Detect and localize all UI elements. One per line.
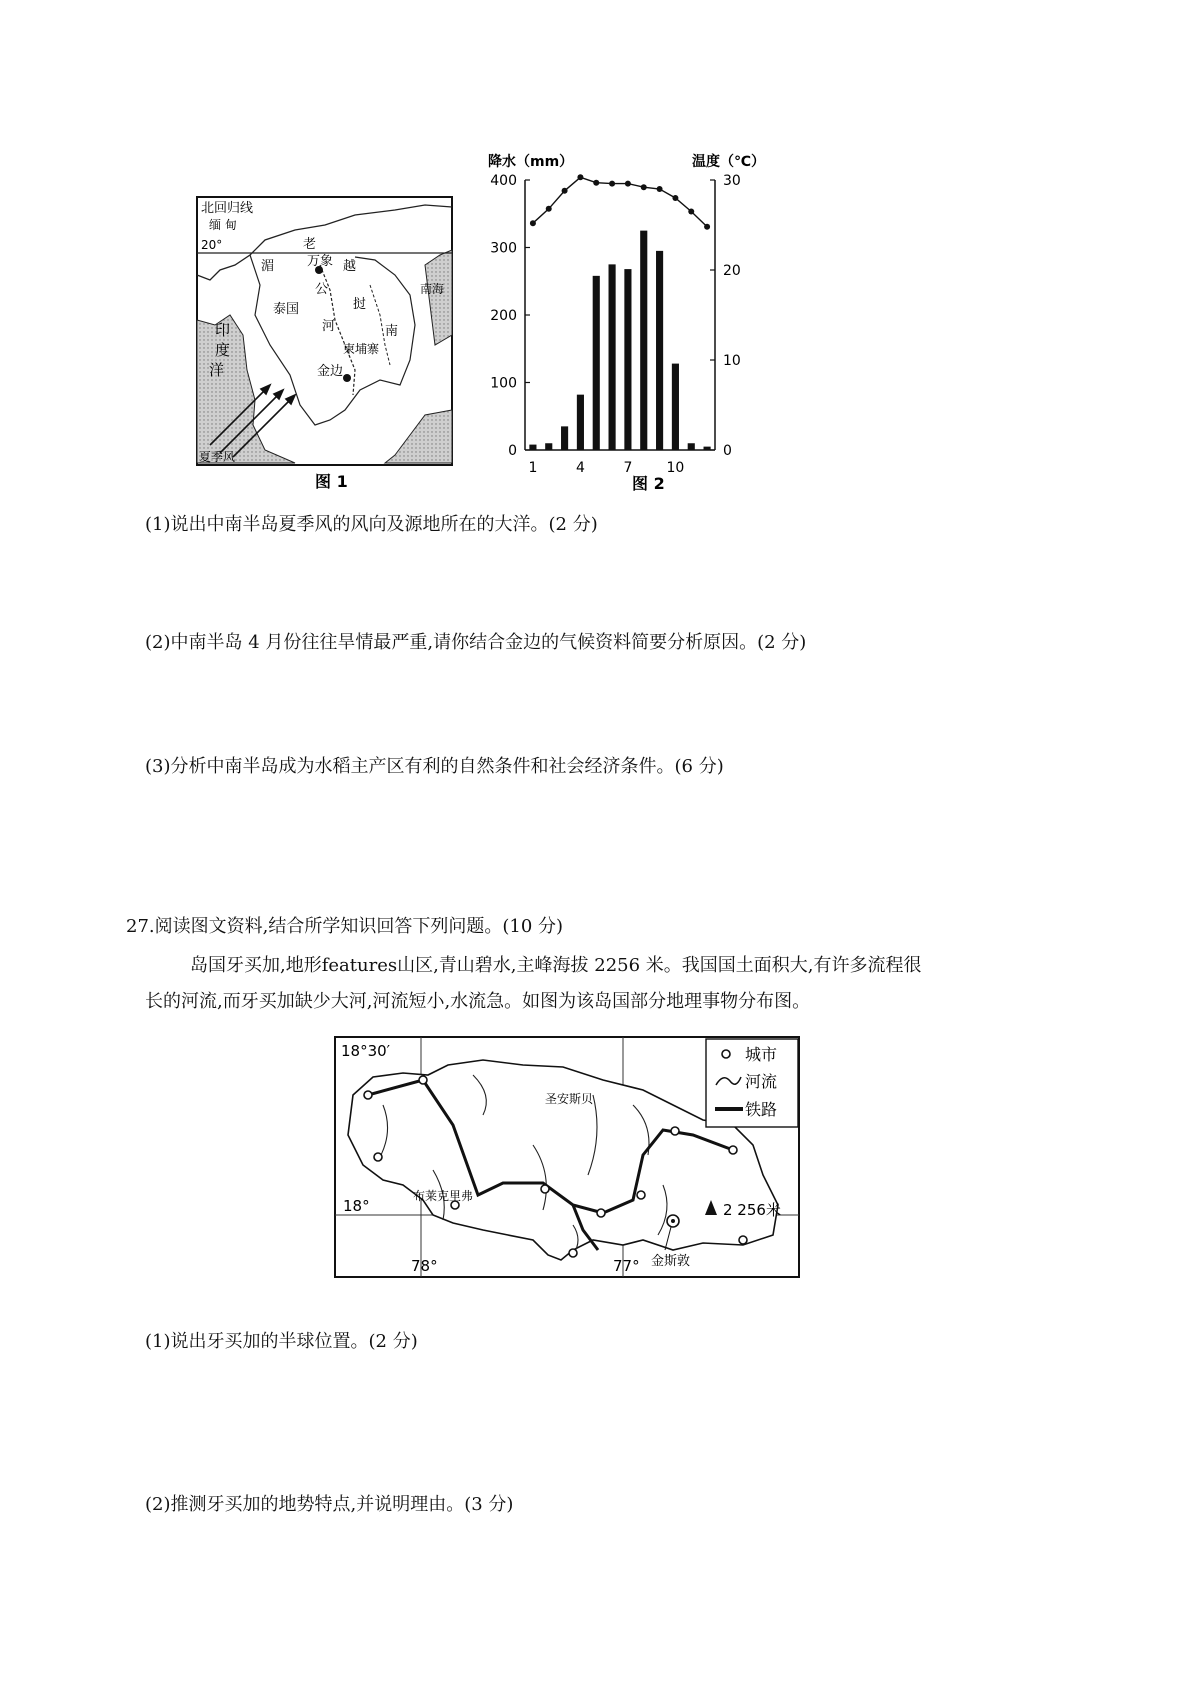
tropic-label: 北回归线 <box>201 201 254 216</box>
left-tick-label: 300 <box>490 240 517 257</box>
city-north-label: 圣安斯贝 <box>545 1092 594 1106</box>
temperature-point <box>657 186 663 192</box>
precipitation-bar <box>609 264 616 450</box>
phnompenh-label: 金边 <box>317 364 344 379</box>
precipitation-bar <box>672 364 679 450</box>
x-tick-label: 4 <box>575 460 585 476</box>
q27-question-2: (2)推测牙买加的地势特点,并说明理由。(3 分) <box>145 1494 514 1515</box>
temperature-point <box>530 220 536 226</box>
temperature-point <box>672 195 678 201</box>
ocean-label-3: 洋 <box>209 361 225 379</box>
lon-78-label: 78° <box>411 1257 438 1275</box>
left-tick-label: 0 <box>508 443 517 459</box>
right-tick-label: 10 <box>723 353 741 369</box>
temperature-point <box>593 180 599 186</box>
liao-label: 挝 <box>353 297 367 312</box>
figure-2-caption: 图 2 <box>632 474 665 493</box>
precipitation-bar <box>529 445 536 450</box>
x-tick-label: 10 <box>666 460 685 476</box>
temperature-point <box>609 181 615 187</box>
temperature-point <box>625 181 631 187</box>
city-west-label: 布莱克里弗 <box>413 1189 474 1203</box>
ocean-label-1: 印 <box>215 321 231 339</box>
south-sea-label: 南海 <box>420 282 445 296</box>
temperature-point <box>562 188 568 194</box>
precipitation-bar <box>593 276 600 450</box>
q27-paragraph-line-1: 岛国牙买加,地形features山区,青山碧水,主峰海拔 2256 米。我国国土面积大,有许多流程很 <box>190 955 922 976</box>
x-tick-label: 7 <box>623 460 633 476</box>
thailand-label: 泰国 <box>273 302 300 317</box>
myanmar-label: 缅 甸 <box>209 218 237 232</box>
precipitation-bar <box>640 231 647 450</box>
temperature-point <box>577 174 583 180</box>
precipitation-bar <box>561 426 568 450</box>
left-tick-label: 100 <box>490 375 517 392</box>
q27-paragraph-line-2: 长的河流,而牙买加缺少大河,河流短小,水流急。如图为该岛国部分地理事物分布图。 <box>145 991 811 1012</box>
laos-label: 老 <box>303 237 317 252</box>
q27-question-1: (1)说出牙买加的半球位置。(2 分) <box>145 1331 418 1352</box>
lat-18-30-label: 18°30′ <box>341 1042 391 1060</box>
temperature-point <box>546 206 552 212</box>
precipitation-bar <box>577 395 584 450</box>
temperature-point <box>688 209 694 215</box>
precipitation-bar <box>656 251 663 450</box>
nan-label: 南 <box>385 324 399 339</box>
monsoon-label: 夏季风 <box>199 450 236 464</box>
peak-label: 2 256米 <box>723 1201 781 1219</box>
cambodia-label: 柬埔寨 <box>343 342 380 356</box>
figure-1-map <box>195 195 455 495</box>
legend-river-label: 河流 <box>745 1072 778 1091</box>
temperature-line <box>533 177 707 227</box>
lat20-label: 20° <box>201 238 223 252</box>
legend-city-label: 城市 <box>745 1045 778 1064</box>
precipitation-bar <box>704 447 711 450</box>
right-axis-label: 温度（℃） <box>692 154 765 170</box>
left-tick-label: 200 <box>490 308 517 324</box>
q27-title: 27.阅读图文资料,结合所学知识回答下列问题。(10 分) <box>126 916 564 937</box>
figure-2-climate-chart <box>480 150 780 495</box>
right-tick-label: 0 <box>723 443 732 459</box>
jamaica-map <box>333 1035 803 1280</box>
mekong-label-2: 公 <box>315 282 329 297</box>
x-tick-label: 1 <box>528 460 538 476</box>
ocean-label-2: 度 <box>215 341 231 359</box>
lat-18-label: 18° <box>343 1197 370 1215</box>
left-axis-label: 降水（mm） <box>488 154 574 170</box>
figure-1-caption: 图 1 <box>315 472 348 491</box>
left-tick-label: 400 <box>490 173 517 189</box>
yue-label: 越 <box>343 259 357 274</box>
precipitation-bar <box>688 443 695 450</box>
legend-rail-label: 铁路 <box>745 1100 778 1119</box>
right-tick-label: 20 <box>723 263 741 279</box>
kingston-label: 金斯敦 <box>651 1254 691 1269</box>
q26-question-3: (3)分析中南半岛成为水稻主产区有利的自然条件和社会经济条件。(6 分) <box>145 756 724 777</box>
temperature-point <box>704 224 710 230</box>
temperature-point <box>641 184 647 190</box>
q26-question-2: (2)中南半岛 4 月份往往旱情最严重,请你结合金边的气候资料简要分析原因。(2 分) <box>145 632 807 653</box>
vientiane-label: 万象 <box>307 254 334 269</box>
precipitation-bar <box>624 269 631 450</box>
legend-city-icon <box>722 1050 730 1058</box>
right-tick-label: 30 <box>723 173 741 189</box>
precipitation-bar <box>545 443 552 450</box>
mekong-label-1: 湄 <box>261 259 275 274</box>
lon-77-label: 77° <box>613 1257 640 1275</box>
mekong-label-3: 河 <box>322 319 336 334</box>
q26-question-1: (1)说出中南半岛夏季风的风向及源地所在的大洋。(2 分) <box>145 514 598 535</box>
